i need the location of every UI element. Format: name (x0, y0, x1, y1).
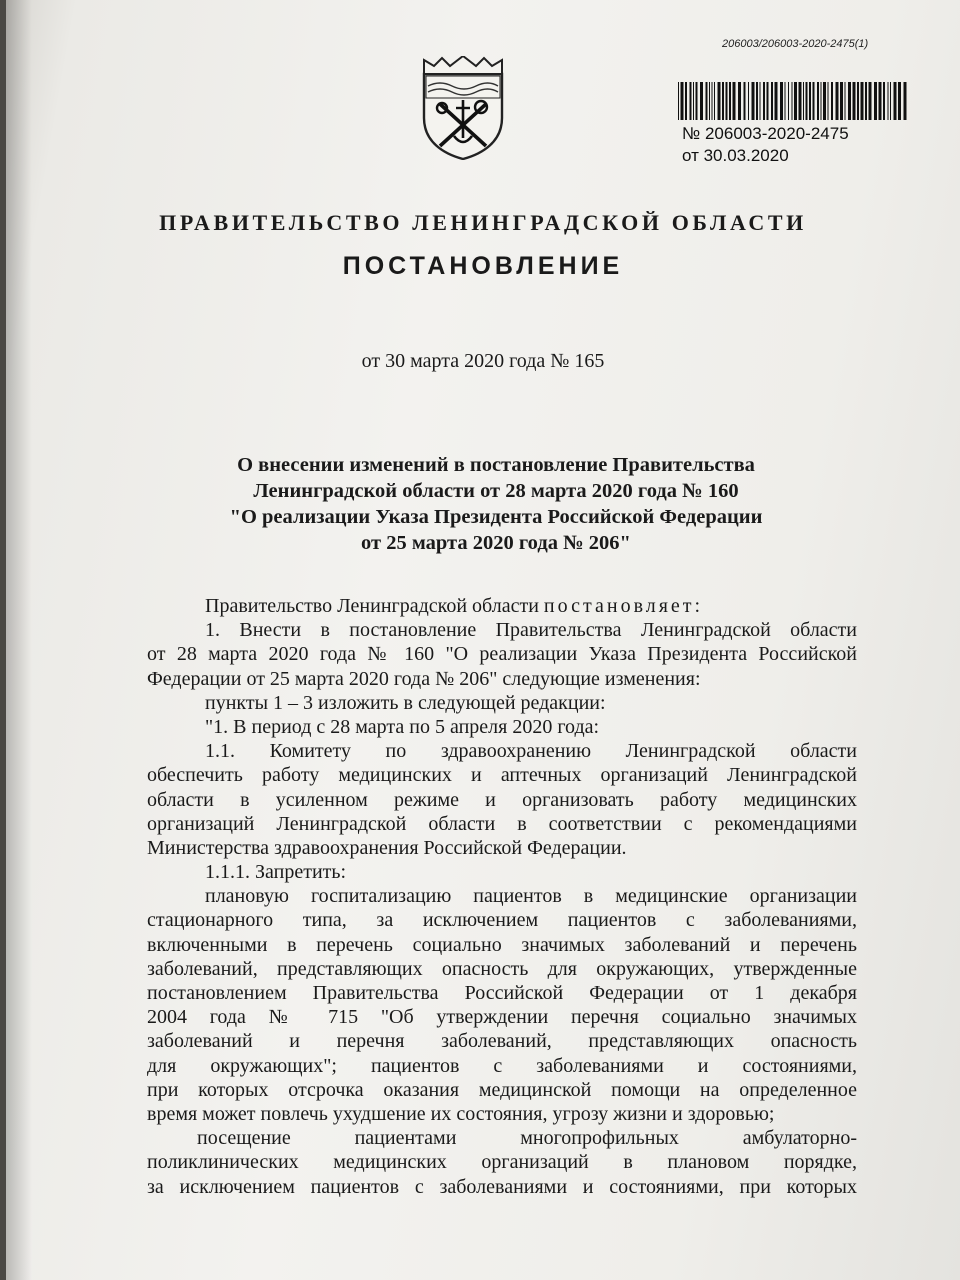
body-line: от 28 марта 2020 года № 160 "О реализации Указа Президента Российской (147, 643, 857, 666)
barcode-bar (785, 82, 786, 120)
barcode-bar (799, 82, 802, 120)
body-line: 1.1. Комитету по здравоохранению Ленинградской области (205, 740, 857, 763)
registration-date: от 30.03.2020 (682, 146, 789, 165)
barcode-bar (714, 82, 715, 120)
document-title (126, 452, 866, 556)
body-line: при которых отсрочка оказания медицинской помощи на определенное (147, 1078, 857, 1101)
barcode-bar (722, 82, 724, 120)
barcode-bar (879, 82, 882, 120)
barcode-bar (813, 82, 815, 120)
body-line-intro (147, 594, 857, 618)
barcode-bar (718, 82, 721, 120)
barcode-bar (853, 82, 856, 120)
title-line: О внесении изменений в постановление Правительства (237, 454, 755, 476)
page-edge-shadow (6, 0, 32, 1280)
title-line: "О реализации Указа Президента Российской Федерации (229, 506, 763, 528)
body-line: 1.1.1. Запретить: (205, 861, 347, 884)
barcode-bar (806, 82, 808, 120)
barcode-bar (709, 82, 710, 120)
barcode-bar (763, 82, 765, 120)
document-code: 206003/206003-2020-2475(1) (722, 38, 869, 50)
barcode-bar (874, 82, 877, 120)
body-line: 1. Внести в постановление Правительства Ленинградской области (205, 619, 857, 642)
barcode-bar (788, 82, 789, 120)
barcode-bar (888, 82, 889, 120)
barcode-bar (738, 82, 741, 120)
body-line: заболеваний, представляющих опасность для окружающих, утвержденные (147, 957, 857, 980)
barcode-bar (894, 82, 897, 120)
barcode-bar (861, 82, 864, 120)
coat-of-arms-emblem (420, 56, 506, 160)
barcode-bar (857, 82, 859, 120)
body-line: Министерства здравоохранения Российской Федерации. (147, 836, 627, 859)
title-line: Ленинградской области от 28 марта 2020 года № 160 (253, 480, 739, 502)
barcode-bar (690, 82, 692, 120)
body-line: стационарного типа, за исключением пациентов с заболеваниями, (147, 909, 857, 932)
barcode-bar (869, 82, 872, 120)
barcode-bar (898, 82, 901, 120)
barcode-bar (845, 82, 846, 120)
barcode-bar (756, 82, 758, 120)
barcode-bar (678, 82, 679, 120)
body-line: заболеваний и перечня заболеваний, представляющих опасность (147, 1030, 857, 1053)
intro-spaced: постановляет: (543, 595, 704, 617)
barcode-bar (883, 82, 885, 120)
body-line: время может повлечь ухудшение их состояния, угрозу жизни и здоровью; (147, 1102, 775, 1125)
barcode-bar (685, 82, 687, 120)
body-line: за исключением пациентов с заболеваниями и состояниями, при которых (147, 1175, 857, 1198)
barcode-bar (836, 82, 839, 120)
barcode-bar (726, 82, 728, 120)
body-line: посещение пациентами многопрофильных амбулаторно- (197, 1127, 857, 1150)
barcode-bar (767, 82, 769, 120)
barcode-bar (696, 82, 698, 120)
barcode-bar (865, 82, 867, 120)
barcode-bar (712, 82, 713, 120)
intro-prefix: Правительство Ленинградской области (205, 595, 539, 617)
barcode-bar (780, 82, 783, 120)
document-body (147, 594, 857, 1199)
body-line: обеспечить работу медицинских и аптечных организаций Ленинградской (147, 764, 857, 787)
barcode-bar (700, 82, 703, 120)
barcode-bar (823, 82, 826, 120)
barcode-bar (817, 82, 819, 120)
document-page (6, 0, 960, 1280)
barcode-bar (809, 82, 811, 120)
barcode-bar (821, 82, 822, 120)
barcode-bar (693, 82, 694, 120)
document-type: ПОСТАНОВЛЕНИЕ (342, 252, 624, 280)
barcode-bar (904, 82, 907, 120)
barcode-bar (729, 82, 731, 120)
body-line: для окружающих"; пациентов с заболеваниями и состояниями, (147, 1054, 857, 1077)
body-line: поликлинических медицинских организаций в плановом порядке, (147, 1151, 857, 1174)
barcode-bar (803, 82, 804, 120)
body-line: Федерации от 25 марта 2020 года № 206" следующие изменения: (147, 667, 701, 690)
government-header: ПРАВИТЕЛЬСТВО ЛЕНИНГРАДСКОЙ ОБЛАСТИ (159, 210, 807, 235)
body-line: включенными в перечень социально значимых заболеваний и перечень (147, 933, 857, 956)
barcode-bar (794, 82, 797, 120)
barcode (676, 82, 912, 120)
body-line: плановую госпитализацию пациентов в медицинские организации (205, 885, 857, 908)
body-line: 2004 года № 715 "Об утверждении перечня социально значимых (147, 1006, 857, 1029)
barcode-bar (792, 82, 793, 120)
title-line: от 25 марта 2020 года № 206" (361, 532, 631, 554)
barcode-bar (706, 82, 708, 120)
registration-number: № 206003-2020-2475 (682, 124, 849, 143)
body-line: организаций Ленинградской области в соответствии с рекомендациями (147, 812, 857, 835)
barcode-bar (848, 82, 851, 120)
barcode-bar (828, 82, 829, 120)
barcode-bar (831, 82, 833, 120)
body-line: "1. В период с 28 марта по 5 апреля 2020 года: (205, 715, 600, 738)
body-line: постановлением Правительства Российской Федерации от 1 декабря (147, 982, 857, 1004)
barcode-bar (733, 82, 736, 120)
barcode-bar (771, 82, 773, 120)
barcode-bar (744, 82, 746, 120)
document-date: от 30 марта 2020 года № 165 (361, 350, 605, 372)
body-line: пункты 1 – 3 изложить в следующей редакции: (205, 691, 606, 714)
barcode-bar (681, 82, 684, 120)
barcode-bar (775, 82, 778, 120)
barcode-bar (890, 82, 891, 120)
barcode-bar (748, 82, 749, 120)
body-line: области в усиленном режиме и организовать работу медицинских (147, 788, 857, 811)
barcode-bar (752, 82, 755, 120)
barcode-bar (760, 82, 761, 120)
barcode-bar (840, 82, 843, 120)
